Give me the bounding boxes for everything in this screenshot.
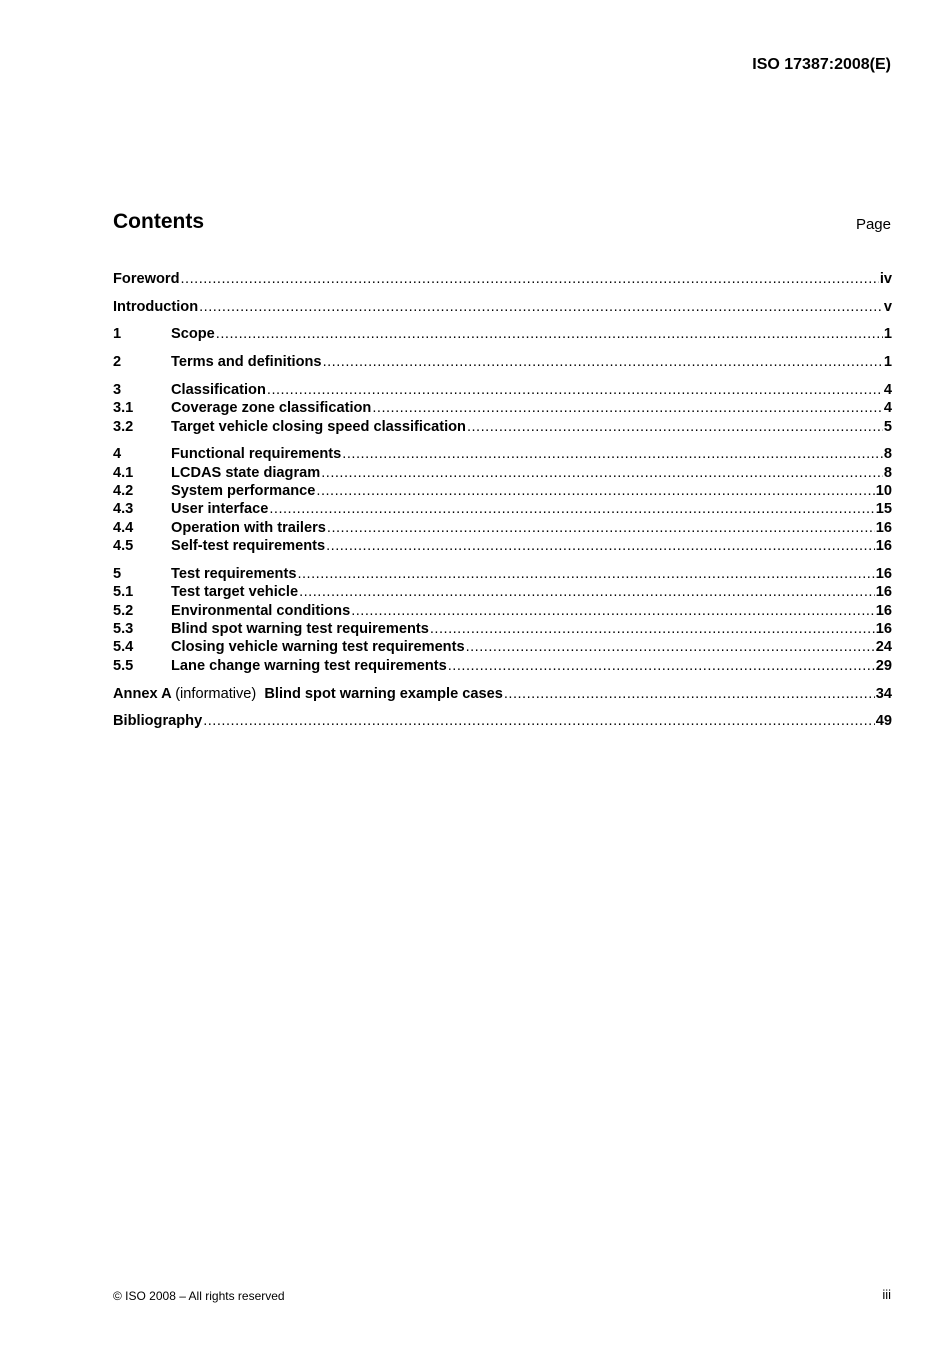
toc-entry-title: Functional requirements: [171, 446, 342, 463]
toc-leader-dots: [372, 399, 883, 417]
toc-entry-number: 5.4: [113, 639, 134, 656]
toc-entry-number: 4.3: [113, 501, 134, 518]
toc-entry[interactable]: [113, 602, 892, 620]
toc-entry-page: 10: [875, 483, 892, 499]
toc-leader-dots: [448, 657, 875, 675]
toc-entry-title: Test requirements: [171, 565, 297, 582]
toc-entry[interactable]: [113, 399, 892, 417]
toc-group: [113, 270, 892, 288]
toc-entry-page: 16: [875, 538, 892, 555]
toc-entry[interactable]: [113, 270, 892, 288]
toc-entry[interactable]: [113, 537, 892, 555]
toc-group: [113, 565, 892, 675]
annex-qualifier: (informative): [175, 685, 257, 702]
toc-leader-dots: [504, 685, 875, 703]
toc-group: [113, 325, 892, 343]
toc-leader-dots: [466, 638, 875, 656]
footer-copyright: © ISO 2008 – All rights reserved: [113, 1289, 285, 1303]
toc-entry[interactable]: [113, 620, 892, 638]
toc-entry-page: 4: [883, 400, 892, 417]
toc-leader-dots: [216, 325, 883, 343]
toc-entry-page: 15: [875, 501, 892, 518]
toc-entry-title: Foreword: [113, 271, 180, 287]
toc-leader-dots: [351, 602, 875, 620]
toc-entry-page: 49: [875, 713, 892, 730]
annex-title: Blind spot warning example cases: [264, 685, 503, 702]
toc-entry-page: 4: [883, 381, 892, 398]
toc-entry-page: 1: [883, 326, 892, 343]
document-code: ISO 17387:2008(E): [752, 56, 891, 73]
toc-entry-title: Blind spot warning test requirements: [171, 621, 429, 638]
toc-leader-dots: [269, 500, 874, 518]
toc-entry-title: Self-test requirements: [171, 538, 326, 555]
toc-group: [113, 381, 892, 436]
toc-entry-page: 16: [875, 602, 892, 619]
toc-entry-number: 4.2: [113, 483, 134, 499]
toc-entry-page: 5: [883, 418, 892, 435]
toc-entry-number: 3: [113, 381, 122, 398]
toc-entry-title: Target vehicle closing speed classification: [171, 418, 466, 435]
toc-leader-dots: [342, 445, 883, 463]
annex-label: Annex A: [113, 685, 172, 702]
toc-group: [113, 445, 892, 555]
toc-entry[interactable]: [113, 657, 892, 675]
toc-leader-dots: [180, 270, 878, 288]
toc-entry-title: Introduction: [113, 298, 199, 315]
toc-entry-annex[interactable]: [113, 685, 892, 703]
toc-entry-number: 3.1: [113, 400, 134, 417]
toc-leader-dots: [467, 418, 883, 436]
toc-entry-page: 16: [875, 519, 892, 536]
toc-entry-number: 2: [113, 354, 122, 371]
toc-entry-number: 5.5: [113, 657, 134, 674]
toc-entry[interactable]: [113, 500, 892, 518]
toc-entry-page: 16: [875, 565, 892, 582]
toc-entry-title: Coverage zone classification: [171, 400, 372, 417]
toc-leader-dots: [326, 537, 875, 555]
toc-entry-number: 5.2: [113, 602, 134, 619]
toc-entry-page: 8: [883, 446, 892, 463]
toc-entry[interactable]: [113, 519, 892, 537]
toc-leader-dots: [299, 583, 875, 601]
toc-entry-page: 16: [875, 621, 892, 638]
toc-entry-title: Terms and definitions: [171, 354, 322, 371]
toc-entry-page: 1: [883, 354, 892, 371]
toc-leader-dots: [316, 482, 874, 500]
toc-entry-title: Classification: [171, 381, 266, 398]
toc-group: [113, 298, 892, 316]
toc-entry-title: LCDAS state diagram: [171, 464, 321, 481]
toc-entry[interactable]: [113, 418, 892, 436]
toc-entry-title: [113, 685, 503, 703]
toc-entry-title: Lane change warning test requirements: [171, 657, 447, 674]
toc-entry-title: Scope: [171, 326, 215, 343]
toc-leader-dots: [327, 519, 875, 537]
contents-title: Contents: [113, 210, 204, 233]
toc-entry[interactable]: [113, 381, 892, 399]
toc-entry-number: 4.1: [113, 464, 134, 481]
toc-leader-dots: [203, 712, 875, 730]
toc-entry-page: 16: [875, 584, 892, 601]
footer-page-number: iii: [882, 1287, 891, 1302]
toc-entry-page: 29: [875, 657, 892, 674]
toc-leader-dots: [297, 565, 874, 583]
toc-entry-number: 4.5: [113, 538, 134, 555]
toc-entry-title: User interface: [171, 501, 269, 518]
toc-entry-page: 34: [875, 685, 892, 702]
toc-entry[interactable]: [113, 445, 892, 463]
toc-entry-number: 5: [113, 565, 122, 582]
toc-entry-title: Environmental conditions: [171, 602, 351, 619]
toc-entry[interactable]: [113, 565, 892, 583]
toc-leader-dots: [430, 620, 875, 638]
toc-entry[interactable]: [113, 482, 892, 500]
toc-entry-number: 5.3: [113, 621, 134, 638]
toc-group: [113, 353, 892, 371]
page-column-label: Page: [855, 216, 891, 233]
toc-entry-page: 8: [883, 464, 892, 481]
toc-entry-title: System performance: [171, 483, 316, 499]
toc-entry-page: iv: [879, 271, 892, 287]
toc-entry-page: 24: [875, 639, 892, 656]
toc-entry-page: v: [883, 298, 892, 315]
toc-entry-title: Test target vehicle: [171, 584, 299, 601]
toc-leader-dots: [321, 464, 883, 482]
toc-leader-dots: [267, 381, 883, 399]
toc-entry[interactable]: [113, 325, 892, 343]
toc-group: [113, 712, 892, 730]
toc-entry-title: Bibliography: [113, 713, 203, 730]
toc-entry[interactable]: [113, 638, 892, 656]
toc-leader-dots: [323, 353, 883, 371]
toc-entry-number: 3.2: [113, 418, 134, 435]
toc-entry-number: 4.4: [113, 519, 134, 536]
toc-leader-dots: [199, 298, 883, 316]
toc-entry[interactable]: [113, 298, 892, 316]
toc-entry[interactable]: [113, 712, 892, 730]
toc-entry-number: 4: [113, 446, 122, 463]
toc-group: [113, 685, 892, 703]
toc-entry-title: Closing vehicle warning test requirements: [171, 639, 465, 656]
toc-entry-title: Operation with trailers: [171, 519, 326, 536]
toc-entry[interactable]: [113, 583, 892, 601]
table-of-contents: [113, 270, 892, 740]
toc-entry[interactable]: [113, 464, 892, 482]
toc-entry-number: 1: [113, 326, 122, 343]
toc-entry[interactable]: [113, 353, 892, 371]
toc-entry-number: 5.1: [113, 584, 134, 601]
